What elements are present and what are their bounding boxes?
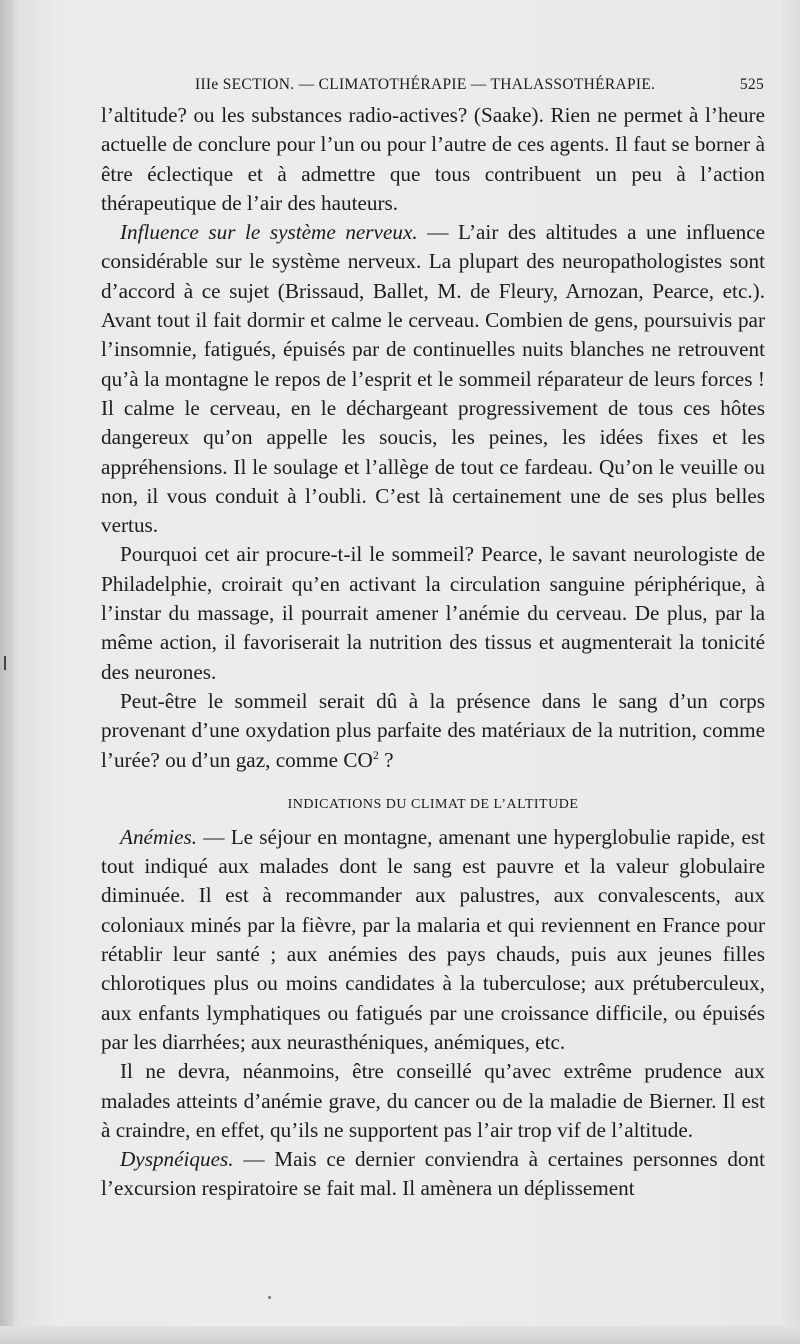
paragraph-nervous-system	[101, 218, 765, 540]
paragraph-dyspneic	[101, 1145, 765, 1204]
paragraph-anemias	[101, 823, 765, 1057]
margin-mark	[4, 656, 6, 670]
page-gutter-shadow	[0, 0, 14, 1344]
paragraph-oxidation	[101, 687, 765, 775]
paragraph-continuation: l’altitude? ou les substances radio-actives? (Saake). Rien ne permet à l’heure actuelle de conclure pour l’un ou pour l’autre de ces agents. Il faut se borner à être éclectique et à admettre que tous contribuent un peu à l’action thérapeutique de l’air des hauteurs.	[101, 103, 765, 215]
subheading-anemias: Anémies.	[120, 824, 198, 849]
paragraph-caution: Il ne devra, néanmoins, être conseillé qu’avec extrême prudence aux malades atteints d’anémie grave, du cancer ou de la maladie de Bierner. Il est à craindre, en effet, qu’ils ne supportent pas l’air trop vif de l’altitude.	[101, 1059, 765, 1142]
running-title: IIIe SECTION. — CLIMATOTHÉRAPIE — THALASSOTHÉRAPIE.	[195, 76, 656, 93]
page-body	[101, 101, 765, 1204]
paragraph-text: — Mais ce dernier conviendra à certaines personnes dont l’excursion respiratoire se fait mal. Il amènera un déplissement	[101, 1147, 765, 1201]
superscript: 2	[372, 747, 379, 762]
subheading-dyspneic: Dyspnéiques.	[120, 1147, 234, 1172]
page-number: 525	[739, 76, 764, 93]
page-bottom-shadow	[0, 1326, 800, 1344]
paragraph-text: — Le séjour en montagne, amenant une hyperglobulie rapide, est tout indiqué aux malades dont le sang est pauvre et la valeur globulaire diminuée. Il est à recommander aux palustres, aux convalescents, aux coloniaux minés par la fièvre, par la malaria et qui reviennent en France pour rétablir leur santé ; aux anémies des pays chauds, puis aux jeunes filles chlorotiques plus ou moins candidates à la tuberculose; aux prétuberculeux, aux enfants lymphatiques ou fatigués par une croissance difficile, ou épuisés par les diarrhées; aux neurasthéniques, anémiques, etc.	[101, 824, 765, 1054]
paragraph-text-end: ?	[378, 747, 394, 772]
paragraph-text: — L’air des altitudes a une influence considérable sur le système nerveux. La plupart des neuropathologistes sont d’accord à ce sujet (Brissaud, Ballet, M. de Fleury, Arnozan, Pearce, etc.). Avant tout il fait dormir et calme le cerveau. Combien de gens, poursuivis par l’insomnie, fatigués, épuisés par de continuelles nuits blanches ne retrouvent qu’à la montagne le repos de l’esprit et le sommeil réparateur de leurs forces ! Il calme le cerveau, en le déchargeant progressivement de tous ces hôtes dangereux qu’on appelle les soucis, les peines, les idées fixes et les appréhensions. Il le soulage et l’allège de tout ce fardeau. Qu’on le veuille ou non, il vous conduit à l’oubli. C’est là certainement une de ses plus belles vertus.	[101, 220, 766, 538]
paragraph-sleep: Pourquoi cet air procure-t-il le sommeil? Pearce, le savant neurologiste de Philadelphie, croirait qu’en activant la circulation sanguine périphérique, à l’instar du massage, il pourrait amener l’anémie du cerveau. De plus, par la même action, il favoriserait la nutrition des tissus et augmenterait la tonicité des neurones.	[101, 542, 765, 684]
paragraph-text: Peut-être le sommeil serait dû à la présence dans le sang d’un corps provenant d’une oxydation plus parfaite des matériaux de la nutrition, comme l’urée? ou d’un gaz, comme CO	[101, 688, 765, 772]
section-heading: INDICATIONS DU CLIMAT DE L’ALTITUDE	[287, 796, 579, 812]
speck	[268, 1296, 271, 1299]
subheading-nervous-system: Influence sur le système nerveux.	[120, 220, 418, 245]
